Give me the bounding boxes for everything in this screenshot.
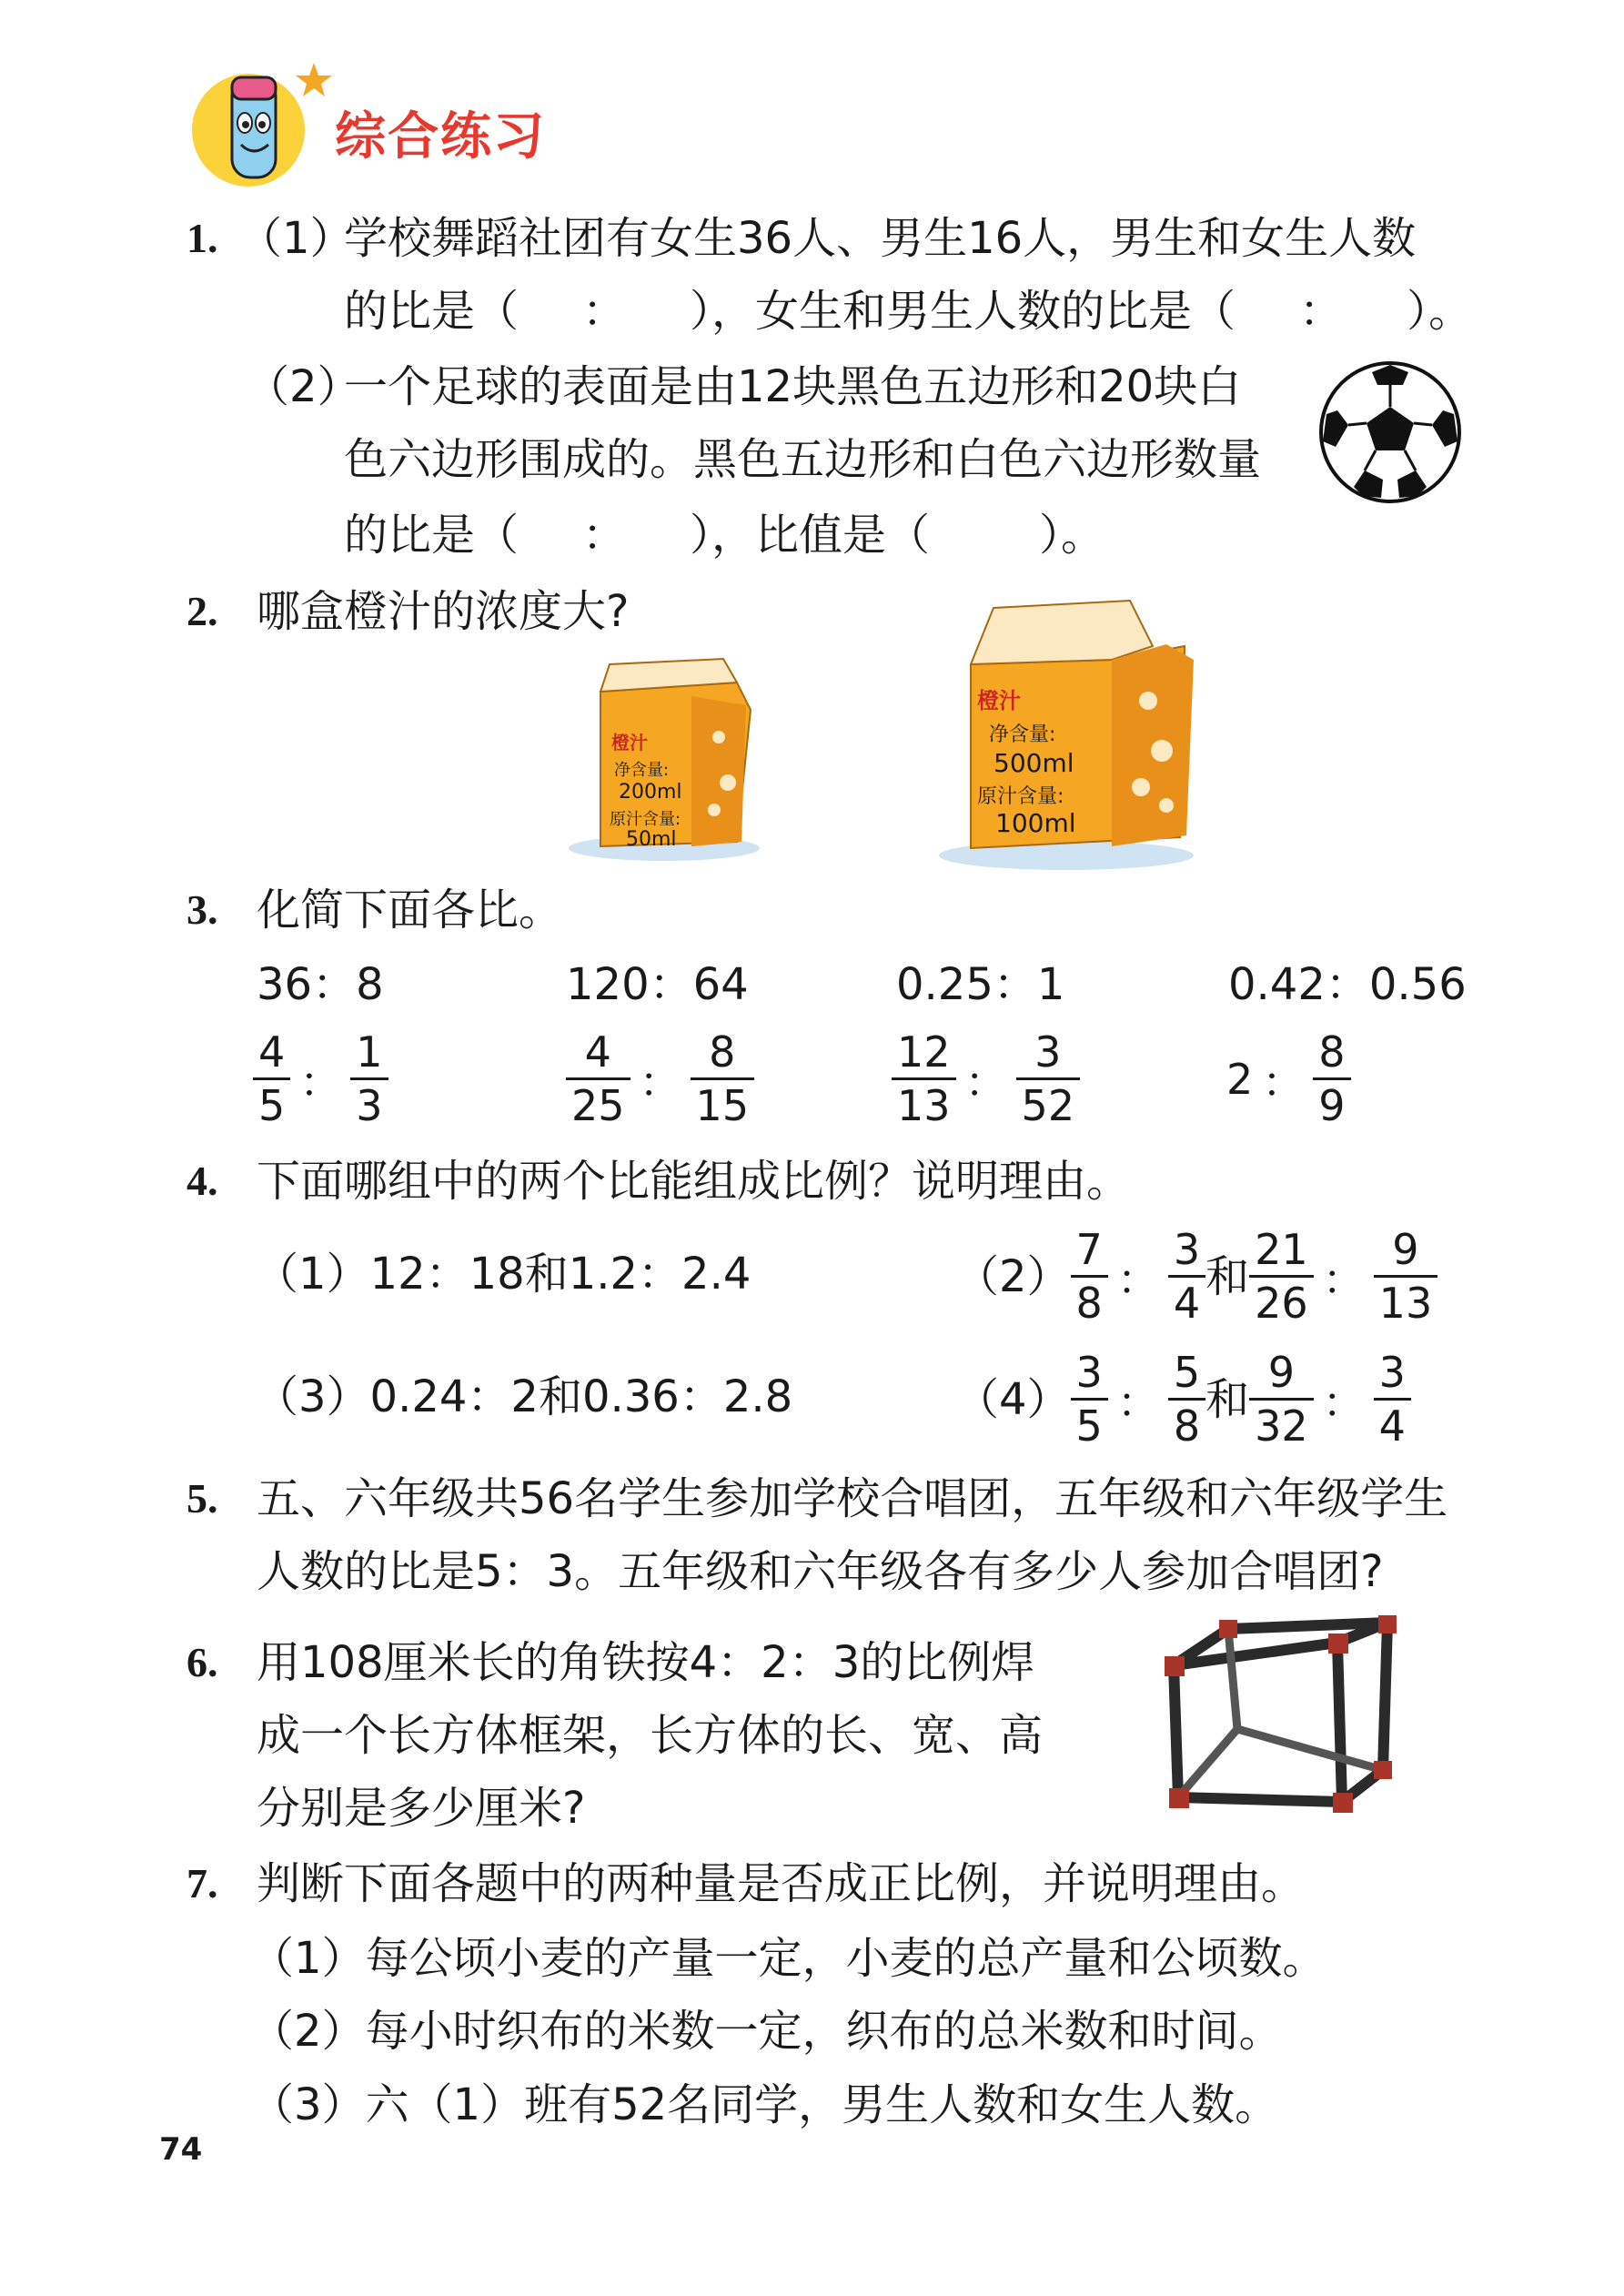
q4-item-3: （3）0.24：2和0.36：2.8 <box>255 1371 793 1422</box>
q4-item-2: （2） $\frac{7}{8}$ ： $\frac{3}{4}$ 和 $\frac{21}{26}$ ： $\frac{9}{13}$ <box>955 1224 1437 1329</box>
soccer-ball-icon <box>1317 359 1463 505</box>
small-box-juice-label: 原汁含量: <box>610 810 681 829</box>
q1-part1-line2: 的比是（ ： ），女生和男生人数的比是（ ： ）。 <box>344 286 1473 337</box>
q6-line3: 分别是多少厘米? <box>257 1783 586 1834</box>
q1-part2-label: （2） <box>246 361 361 412</box>
small-box-net-label: 净含量: <box>614 761 670 780</box>
q3-ratio-3: 0.25：1 <box>896 959 1065 1010</box>
big-juice-box <box>930 592 1203 874</box>
q1-part2-line1: 一个足球的表面是由12块黑色五边形和20块白 <box>344 361 1242 412</box>
q6-line2: 成一个长方体框架，长方体的长、宽、高 <box>257 1710 1044 1761</box>
q4-number: 4. <box>187 1158 218 1204</box>
q3-ratio-1: 36：8 <box>257 959 384 1010</box>
q7-item-1: （1）每公顷小麦的产量一定，小麦的总产量和公顷数。 <box>250 1933 1326 1984</box>
q3-text: 化简下面各比。 <box>257 885 563 936</box>
q2-number: 2. <box>187 588 218 634</box>
q3-ratio-2: 120：64 <box>566 959 749 1010</box>
q1-part2-line2: 色六边形围成的。黑色五边形和白色六边形数量 <box>344 434 1262 485</box>
big-box-juice: 100ml <box>995 808 1076 838</box>
q1-part2-line3: 的比是（ ： ），比值是（ ）。 <box>344 510 1105 561</box>
q3-frac-ratio-4: 2 ： $\frac{8}{9}$ <box>1226 1027 1351 1131</box>
page-number: 74 <box>159 2131 203 2168</box>
q1-part1-line1: 学校舞蹈社团有女生36人、男生16人，男生和女生人数 <box>344 213 1417 264</box>
big-box-net-label: 净含量: <box>989 723 1056 746</box>
q7-item-2: （2）每小时织布的米数一定，织布的总米数和时间。 <box>250 2006 1283 2057</box>
big-box-juice-label: 原汁含量: <box>977 785 1064 808</box>
q7-item-3: （3）六（1）班有52名同学，男生人数和女生人数。 <box>250 2079 1279 2130</box>
q3-number: 3. <box>187 886 218 933</box>
small-box-juice: 50ml <box>626 828 677 851</box>
pencil-mascot-icon <box>187 50 341 196</box>
big-box-net: 500ml <box>994 748 1074 778</box>
q3-frac-ratio-2: $\frac{4}{25}$ ： $\frac{8}{15}$ <box>566 1027 754 1131</box>
small-box-net: 200ml <box>619 781 682 804</box>
cuboid-frame-image <box>1155 1615 1401 1816</box>
q7-number: 7. <box>187 1860 218 1907</box>
q4-item-4: （4） $\frac{3}{5}$ ： $\frac{5}{8}$ 和 $\frac{9}{32}$ ： $\frac{3}{4}$ <box>955 1347 1411 1451</box>
q6-line1: 用108厘米长的角铁按4：2：3的比例焊 <box>257 1637 1035 1688</box>
q5-number: 5. <box>187 1475 218 1522</box>
q1-part1-label: （1） <box>238 213 354 264</box>
q3-frac-ratio-3: $\frac{12}{13}$ ： $\frac{3}{52}$ <box>892 1027 1080 1131</box>
q7-text: 判断下面各题中的两种量是否成正比例，并说明理由。 <box>257 1858 1306 1909</box>
soccer-ball-image <box>1317 359 1463 505</box>
cuboid-frame-icon <box>1155 1615 1401 1816</box>
q5-line1: 五、六年级共56名学生参加学校合唱团，五年级和六年级学生 <box>257 1473 1448 1524</box>
q3-ratio-4: 0.42：0.56 <box>1228 959 1467 1010</box>
q2-text: 哪盒橙汁的浓度大? <box>257 586 630 637</box>
small-juice-box <box>564 655 764 865</box>
big-box-brand: 橙汁 <box>977 688 1021 713</box>
q4-text: 下面哪组中的两个比能组成比例？说明理由。 <box>257 1156 1131 1207</box>
q5-line2: 人数的比是5：3。五年级和六年级各有多少人参加合唱团? <box>257 1546 1384 1597</box>
q3-frac-ratio-1: $\frac{4}{5}$ ： $\frac{1}{3}$ <box>253 1027 388 1131</box>
q6-number: 6. <box>187 1639 218 1685</box>
small-box-brand: 橙汁 <box>611 732 648 754</box>
header-mascot <box>187 50 341 196</box>
page-title: 综合练习 <box>335 107 546 167</box>
q4-item-1: （1）12：18和1.2：2.4 <box>255 1249 751 1300</box>
q1-number: 1. <box>187 215 218 261</box>
